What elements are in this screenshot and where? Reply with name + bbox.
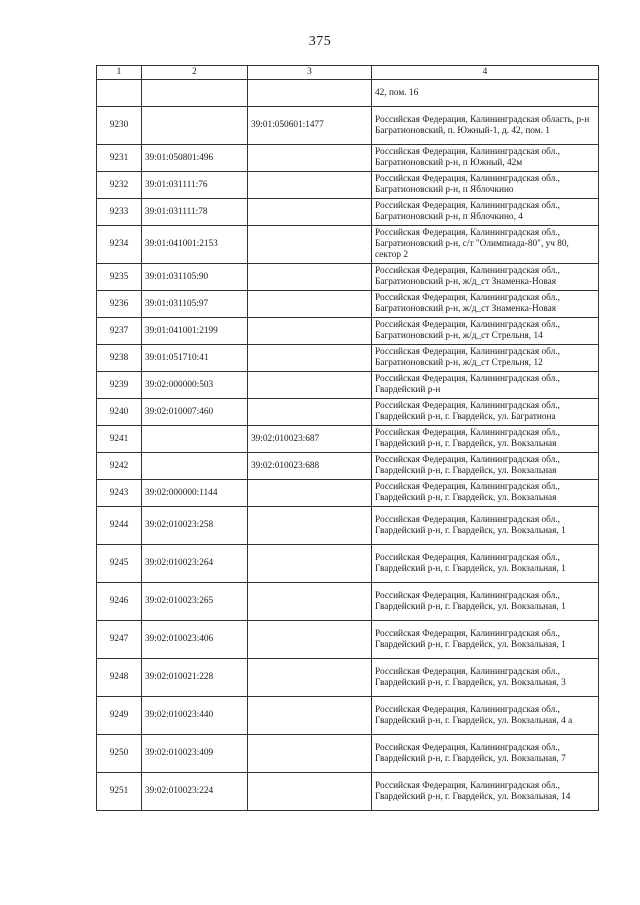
reference-number-cell bbox=[248, 399, 372, 426]
cadastral-number-cell: 39:01:041001:2153 bbox=[142, 226, 248, 264]
address-cell: Российская Федерация, Калининградская обл., Гвардейский р-н, г. Гвардейск, ул. Багратиона bbox=[372, 399, 599, 426]
cadastral-number-cell: 39:01:031111:78 bbox=[142, 199, 248, 226]
cadastral-number-cell: 39:02:010023:264 bbox=[142, 545, 248, 583]
row-number-cell: 9234 bbox=[97, 226, 142, 264]
cadastral-number-cell: 39:02:010007:460 bbox=[142, 399, 248, 426]
cadastral-number-cell: 39:01:031111:76 bbox=[142, 172, 248, 199]
column-header: 1 bbox=[97, 66, 142, 80]
address-cell: Российская Федерация, Калининградская обл., Гвардейский р-н, г. Гвардейск, ул. Вокзальная, 1 bbox=[372, 545, 599, 583]
row-number-cell: 9250 bbox=[97, 735, 142, 773]
table-row bbox=[97, 264, 599, 291]
table-row bbox=[97, 507, 599, 545]
reference-number-cell bbox=[248, 507, 372, 545]
row-number-cell: 9239 bbox=[97, 372, 142, 399]
table-row bbox=[97, 583, 599, 621]
table-row bbox=[97, 697, 599, 735]
reference-number-cell bbox=[248, 80, 372, 107]
cadastral-number-cell: 39:02:010023:409 bbox=[142, 735, 248, 773]
table-row bbox=[97, 773, 599, 811]
address-cell: Российская Федерация, Калининградская обл., Гвардейский р-н, г. Гвардейск, ул. Вокзальная bbox=[372, 453, 599, 480]
table-row bbox=[97, 226, 599, 264]
row-number-cell: 9231 bbox=[97, 145, 142, 172]
cadastral-number-cell: 39:02:010023:406 bbox=[142, 621, 248, 659]
table-row bbox=[97, 145, 599, 172]
table-row bbox=[97, 345, 599, 372]
table-row bbox=[97, 318, 599, 345]
column-header: 3 bbox=[248, 66, 372, 80]
row-number-cell: 9249 bbox=[97, 697, 142, 735]
reference-number-cell bbox=[248, 480, 372, 507]
reference-number-cell bbox=[248, 545, 372, 583]
row-number-cell: 9244 bbox=[97, 507, 142, 545]
table-row bbox=[97, 480, 599, 507]
table-header-row bbox=[97, 66, 599, 80]
reference-number-cell bbox=[248, 621, 372, 659]
address-cell: Российская Федерация, Калининградская обл., Багратионовский р-н, ж/д_ст Стрельня, 12 bbox=[372, 345, 599, 372]
cadastral-number-cell: 39:01:050801:496 bbox=[142, 145, 248, 172]
row-number-cell: 9248 bbox=[97, 659, 142, 697]
table-row bbox=[97, 80, 599, 107]
address-cell: 42, пом. 16 bbox=[372, 80, 599, 107]
reference-number-cell: 39:02:010023:688 bbox=[248, 453, 372, 480]
table-row bbox=[97, 199, 599, 226]
address-cell: Российская Федерация, Калининградская обл., Гвардейский р-н, г. Гвардейск, ул. Вокзальная bbox=[372, 480, 599, 507]
reference-number-cell: 39:01:050601:1477 bbox=[248, 107, 372, 145]
reference-number-cell bbox=[248, 318, 372, 345]
column-header: 2 bbox=[142, 66, 248, 80]
reference-number-cell bbox=[248, 583, 372, 621]
registry-table bbox=[96, 65, 599, 811]
cadastral-number-cell: 39:02:010023:224 bbox=[142, 773, 248, 811]
cadastral-number-cell: 39:02:010023:258 bbox=[142, 507, 248, 545]
row-number-cell: 9236 bbox=[97, 291, 142, 318]
table-row bbox=[97, 399, 599, 426]
table-row bbox=[97, 172, 599, 199]
address-cell: Российская Федерация, Калининградская обл., Гвардейский р-н, г. Гвардейск, ул. Вокзальная, 7 bbox=[372, 735, 599, 773]
address-cell: Российская Федерация, Калининградская обл., Багратионовский р-н, ж/д_ст Знаменка-Новая bbox=[372, 291, 599, 318]
address-cell: Российская Федерация, Калининградская обл., Гвардейский р-н, г. Гвардейск, ул. Вокзальная, 1 bbox=[372, 621, 599, 659]
row-number-cell: 9233 bbox=[97, 199, 142, 226]
table-row bbox=[97, 291, 599, 318]
reference-number-cell bbox=[248, 172, 372, 199]
cadastral-number-cell bbox=[142, 426, 248, 453]
row-number-cell: 9232 bbox=[97, 172, 142, 199]
row-number-cell: 9242 bbox=[97, 453, 142, 480]
reference-number-cell bbox=[248, 345, 372, 372]
cadastral-number-cell: 39:01:051710:41 bbox=[142, 345, 248, 372]
reference-number-cell bbox=[248, 199, 372, 226]
cadastral-number-cell bbox=[142, 453, 248, 480]
address-cell: Российская Федерация, Калининградская обл., Багратионовский р-н, п Яблочкино bbox=[372, 172, 599, 199]
reference-number-cell: 39:02:010023:687 bbox=[248, 426, 372, 453]
address-cell: Российская Федерация, Калининградская обл., Гвардейский р-н, г. Гвардейск, ул. Вокзальная, 1 bbox=[372, 583, 599, 621]
row-number-cell: 9241 bbox=[97, 426, 142, 453]
address-cell: Российская Федерация, Калининградская обл., Багратионовский р-н, п Яблочкино, 4 bbox=[372, 199, 599, 226]
cadastral-number-cell bbox=[142, 80, 248, 107]
row-number-cell: 9251 bbox=[97, 773, 142, 811]
row-number-cell: 9247 bbox=[97, 621, 142, 659]
cadastral-number-cell: 39:02:010021:228 bbox=[142, 659, 248, 697]
table-row bbox=[97, 372, 599, 399]
table-row bbox=[97, 545, 599, 583]
row-number-cell: 9245 bbox=[97, 545, 142, 583]
table-row bbox=[97, 659, 599, 697]
address-cell: Российская Федерация, Калининградская обл., Гвардейский р-н, г. Гвардейск, ул. Вокзальная bbox=[372, 426, 599, 453]
column-header: 4 bbox=[372, 66, 599, 80]
cadastral-number-cell: 39:01:031105:90 bbox=[142, 264, 248, 291]
cadastral-number-cell: 39:01:031105:97 bbox=[142, 291, 248, 318]
reference-number-cell bbox=[248, 264, 372, 291]
row-number-cell: 9246 bbox=[97, 583, 142, 621]
address-cell: Российская Федерация, Калининградская обл., Багратионовский р-н, п Южный, 42м bbox=[372, 145, 599, 172]
cadastral-number-cell bbox=[142, 107, 248, 145]
cadastral-number-cell: 39:01:041001:2199 bbox=[142, 318, 248, 345]
row-number-cell: 9237 bbox=[97, 318, 142, 345]
row-number-cell bbox=[97, 80, 142, 107]
address-cell: Российская Федерация, Калининградская обл., Гвардейский р-н, г. Гвардейск, ул. Вокзальная, 3 bbox=[372, 659, 599, 697]
reference-number-cell bbox=[248, 773, 372, 811]
table-row bbox=[97, 107, 599, 145]
address-cell: Российская Федерация, Калининградская обл., Гвардейский р-н, г. Гвардейск, ул. Вокзальная, 1 bbox=[372, 507, 599, 545]
reference-number-cell bbox=[248, 735, 372, 773]
address-cell: Российская Федерация, Калининградская обл., Гвардейский р-н, г. Гвардейск, ул. Вокзальная, 4 а bbox=[372, 697, 599, 735]
cadastral-number-cell: 39:02:010023:265 bbox=[142, 583, 248, 621]
cadastral-number-cell: 39:02:000000:1144 bbox=[142, 480, 248, 507]
address-cell: Российская Федерация, Калининградская обл., Гвардейский р-н, г. Гвардейск, ул. Вокзальная, 14 bbox=[372, 773, 599, 811]
address-cell: Российская Федерация, Калининградская обл., Багратионовский р-н, с/т "Олимпиада-80", уч 80, сектор 2 bbox=[372, 226, 599, 264]
reference-number-cell bbox=[248, 372, 372, 399]
address-cell: Российская Федерация, Калининградская обл., Багратионовский р-н, ж/д_ст Стрельня, 14 bbox=[372, 318, 599, 345]
table-row bbox=[97, 735, 599, 773]
table-body bbox=[97, 80, 599, 811]
row-number-cell: 9238 bbox=[97, 345, 142, 372]
table-row bbox=[97, 453, 599, 480]
address-cell: Российская Федерация, Калининградская обл., Багратионовский р-н, ж/д_ст Знаменка-Новая bbox=[372, 264, 599, 291]
reference-number-cell bbox=[248, 697, 372, 735]
page-number: 375 bbox=[308, 34, 332, 49]
cadastral-number-cell: 39:02:010023:440 bbox=[142, 697, 248, 735]
reference-number-cell bbox=[248, 291, 372, 318]
reference-number-cell bbox=[248, 145, 372, 172]
address-cell: Российская Федерация, Калининградская обл., Гвардейский р-н bbox=[372, 372, 599, 399]
row-number-cell: 9230 bbox=[97, 107, 142, 145]
reference-number-cell bbox=[248, 659, 372, 697]
address-cell: Российская Федерация, Калининградская область, р-н Багратионовский, п. Южный-1, д. 42, пом. 1 bbox=[372, 107, 599, 145]
row-number-cell: 9235 bbox=[97, 264, 142, 291]
row-number-cell: 9243 bbox=[97, 480, 142, 507]
table-row bbox=[97, 426, 599, 453]
reference-number-cell bbox=[248, 226, 372, 264]
cadastral-number-cell: 39:02:000000:503 bbox=[142, 372, 248, 399]
table-row bbox=[97, 621, 599, 659]
row-number-cell: 9240 bbox=[97, 399, 142, 426]
